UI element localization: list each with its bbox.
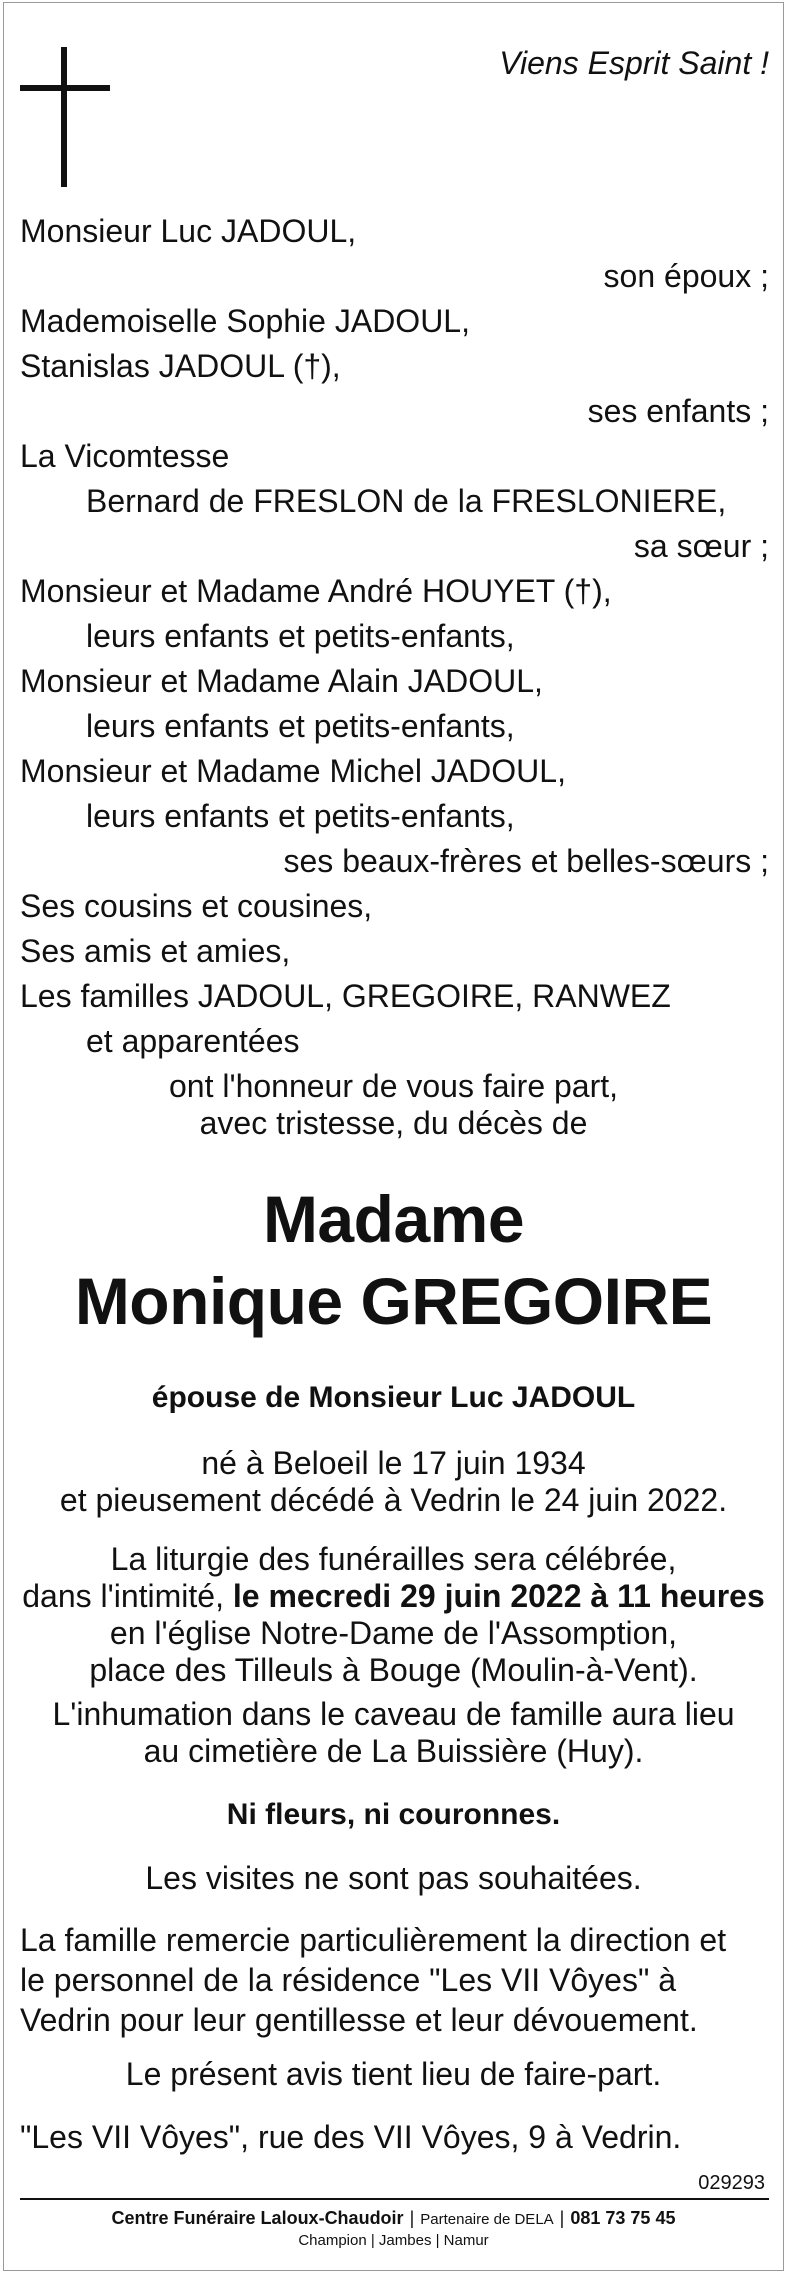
announcement-line-1: ont l'honneur de vous faire part, bbox=[168, 1068, 619, 1104]
inlaw-1-kids: leurs enfants et petits-enfants, bbox=[86, 618, 515, 654]
funeral-line-4: place des Tilleuls à Bouge (Moulin-à-Vent). bbox=[89, 1652, 698, 1688]
husband: Monsieur Luc JADOUL, bbox=[20, 213, 357, 249]
child-1: Mademoiselle Sophie JADOUL, bbox=[20, 303, 470, 339]
funeral-line-3: en l'église Notre-Dame de l'Assomption, bbox=[109, 1615, 678, 1651]
deceased-spouse: épouse de Monsieur Luc JADOUL bbox=[151, 1381, 636, 1414]
partner: Partenaire de DELA bbox=[420, 2211, 554, 2228]
phone-number: 081 73 75 45 bbox=[570, 2208, 676, 2228]
inlaw-2: Monsieur et Madame Alain JADOUL, bbox=[20, 663, 543, 699]
families: Les familles JADOUL, GREGOIRE, RANWEZ bbox=[20, 978, 671, 1014]
thanks-line-1: La famille remercie particulièrement la direction et bbox=[20, 1922, 727, 1958]
footer-line-1 bbox=[4, 2206, 783, 2232]
burial-line-1: L'inhumation dans le caveau de famille aura lieu bbox=[52, 1696, 735, 1732]
flowers-notice: Ni fleurs, ni couronnes. bbox=[226, 1798, 561, 1831]
inlaws-role: ses beaux-frères et belles-sœurs ; bbox=[283, 843, 769, 879]
footer-divider bbox=[20, 2198, 769, 2200]
inlaw-3-kids: leurs enfants et petits-enfants, bbox=[86, 798, 515, 834]
thanks-line-3: Vedrin pour leur gentillesse et leur dévouement. bbox=[20, 2002, 698, 2038]
obituary-notice bbox=[3, 2, 784, 2271]
footer-locations: Champion | Jambes | Namur bbox=[298, 2232, 489, 2249]
sister-title: La Vicomtesse bbox=[20, 438, 230, 474]
child-2: Stanislas JADOUL (†), bbox=[20, 348, 341, 384]
deceased-title: Madame bbox=[262, 1182, 525, 1256]
visits-notice: Les visites ne sont pas souhaitées. bbox=[145, 1860, 642, 1896]
deceased-name: Monique GREGOIRE bbox=[74, 1264, 713, 1338]
faire-part-notice: Le présent avis tient lieu de faire-part. bbox=[125, 2056, 662, 2092]
related: et apparentées bbox=[86, 1023, 300, 1059]
funeral-line-1: La liturgie des funérailles sera célébrée, bbox=[110, 1541, 677, 1577]
sister-role: sa sœur ; bbox=[633, 528, 769, 564]
funeral-date-time: le mecredi 29 juin 2022 à 11 heures bbox=[232, 1578, 765, 1614]
death-line: et pieusement décédé à Vedrin le 24 juin 2022. bbox=[59, 1482, 728, 1518]
burial-line-2: au cimetière de La Buissière (Huy). bbox=[143, 1733, 644, 1769]
children-role: ses enfants ; bbox=[587, 393, 769, 429]
funeral-line-2 bbox=[4, 1576, 783, 1616]
inlaw-1: Monsieur et Madame André HOUYET (†), bbox=[20, 573, 612, 609]
reference-number: 029293 bbox=[698, 2172, 765, 2194]
footer-separator-2: | bbox=[559, 2208, 565, 2228]
announcement-line-2: avec tristesse, du décès de bbox=[199, 1105, 588, 1141]
inlaw-2-kids: leurs enfants et petits-enfants, bbox=[86, 708, 515, 744]
company-name: Centre Funéraire Laloux-Chaudoir bbox=[111, 2208, 404, 2228]
cross-icon bbox=[4, 3, 134, 193]
sister-name: Bernard de FRESLON de la FRESLONIERE, bbox=[86, 483, 727, 519]
address: "Les VII Vôyes", rue des VII Vôyes, 9 à Vedrin. bbox=[20, 2119, 682, 2155]
thanks-line-2: le personnel de la résidence "Les VII Vôyes" à bbox=[20, 1962, 676, 1998]
cousins: Ses cousins et cousines, bbox=[20, 888, 373, 924]
footer-separator-1: | bbox=[409, 2208, 415, 2228]
motto: Viens Esprit Saint ! bbox=[499, 45, 769, 81]
husband-role: son époux ; bbox=[603, 258, 769, 294]
funeral-line-2-prefix: dans l'intimité, bbox=[22, 1578, 233, 1614]
friends: Ses amis et amies, bbox=[20, 933, 291, 969]
inlaw-3: Monsieur et Madame Michel JADOUL, bbox=[20, 753, 566, 789]
birth-line: né à Beloeil le 17 juin 1934 bbox=[201, 1445, 586, 1481]
